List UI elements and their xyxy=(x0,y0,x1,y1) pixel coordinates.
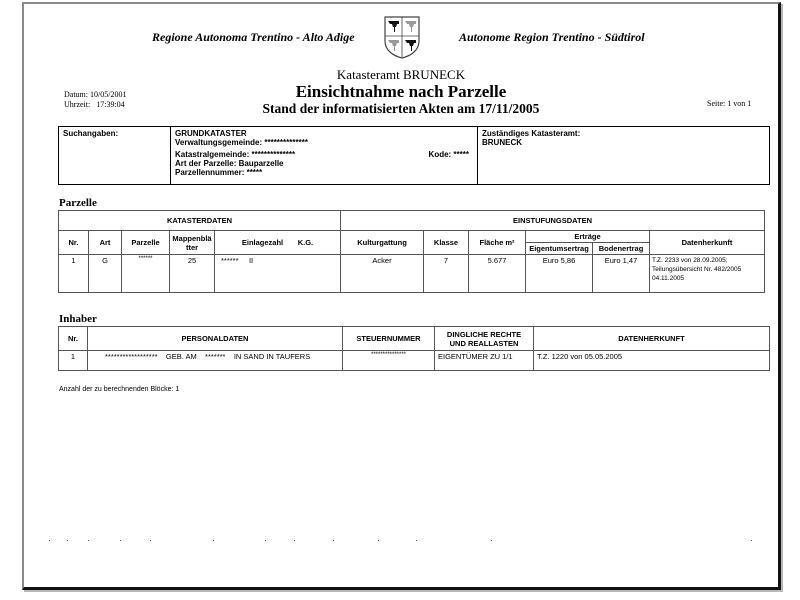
col-eigentumsertrag: Eigentumsertrag xyxy=(526,243,593,255)
parzellennummer: Parzellennummer: ***** xyxy=(175,168,263,177)
group-header-katasterdaten: KATASTERDATEN xyxy=(59,211,341,231)
art-der-parzelle: Art der Parzelle: Bauparzelle xyxy=(175,159,284,168)
uhrzeit-value: 17:39:04 xyxy=(96,100,125,109)
guide-dot xyxy=(333,540,334,541)
inhaber-table xyxy=(58,326,770,371)
cell-nr: 1 xyxy=(59,351,88,371)
parzelle-section-title: Parzelle xyxy=(59,197,97,209)
guide-dot xyxy=(67,540,68,541)
cell-kg: II xyxy=(248,256,254,265)
cell-nr: 1 xyxy=(59,255,89,293)
guide-dot xyxy=(416,540,417,541)
office-cell xyxy=(478,127,770,185)
guide-dot xyxy=(751,540,752,541)
cell-klasse: 7 xyxy=(424,255,469,293)
coat-of-arms-icon xyxy=(383,15,421,59)
col-einlagezahl-kg xyxy=(215,231,341,255)
office-label: Zuständiges Katasteramt: xyxy=(482,129,581,138)
cell-datenherkunft: T.Z. 1220 von 05.05.2005 xyxy=(534,351,770,371)
guide-dot xyxy=(265,540,266,541)
cell-steuernummer: *************** xyxy=(343,351,435,371)
col-bodenertrag: Bodenertrag xyxy=(593,243,650,255)
region-name-italian: Regione Autonoma Trentino - Alto Adige xyxy=(152,30,355,44)
col-kg: K.G. xyxy=(297,238,314,247)
office-name: Katasteramt BRUNECK xyxy=(336,67,466,82)
cell-flaeche: 5.677 xyxy=(469,255,526,293)
col-personaldaten: PERSONALDATEN xyxy=(88,327,343,351)
guide-dot xyxy=(378,540,379,541)
page-title: Einsichtnahme nach Parzelle xyxy=(295,82,507,101)
kode: Kode: ***** xyxy=(428,150,469,159)
guide-dot xyxy=(88,540,89,541)
document-page xyxy=(22,2,781,590)
block-count: Anzahl der zu berechnenden Blöcke: 1 xyxy=(59,386,180,393)
cell-einlagezahl-kg xyxy=(215,255,341,293)
group-header-ertraege: Erträge xyxy=(526,231,650,243)
date-time-block xyxy=(64,90,126,110)
col-datenherkunft: Datenherkunft xyxy=(650,231,765,255)
col-parzelle: Parzelle xyxy=(122,231,170,255)
cell-bodenertrag: Euro 1,47 xyxy=(593,255,650,293)
group-header-einstufungsdaten: EINSTUFUNGSDATEN xyxy=(341,211,765,231)
cell-einlagezahl: ****** xyxy=(221,256,239,265)
katastralgemeinde: Katastralgemeinde: ************** xyxy=(175,150,296,159)
col-datenherkunft: DATENHERKUNFT xyxy=(534,327,770,351)
page-number: Seite: 1 von 1 xyxy=(707,99,752,108)
dotted-guide-line xyxy=(24,540,778,544)
col-steuernummer: STEUERNUMMER xyxy=(343,327,435,351)
search-label: Suchangaben: xyxy=(59,127,171,185)
region-name-german: Autonome Region Trentino - Südtirol xyxy=(459,30,645,44)
office-value: BRUNECK xyxy=(482,138,522,147)
col-nr: Nr. xyxy=(59,327,88,351)
col-kulturgattung: Kulturgattung xyxy=(341,231,424,255)
cell-art: G xyxy=(89,255,122,293)
col-nr: Nr. xyxy=(59,231,89,255)
col-rechte: DINGLICHE RECHTE UND REALLASTEN xyxy=(435,327,534,351)
cell-datenherkunft: T.Z. 2233 von 28.09.2005; Teilungsübersicht Nr. 482/2005 04.11.2005 xyxy=(650,255,765,293)
cell-eigentumsertrag: Euro 5,86 xyxy=(526,255,593,293)
col-mappenblatt: Mappenblä tter xyxy=(170,231,215,255)
search-type: GRUNDKATASTER xyxy=(175,129,247,138)
cell-personaldaten: ****************** GEB. AM ******* IN SAND IN TAUFERS xyxy=(88,351,343,371)
page-subtitle: Stand der informatisierten Akten am 17/11/2005 xyxy=(262,101,540,116)
col-klasse: Klasse xyxy=(424,231,469,255)
datum-value: 10/05/2001 xyxy=(90,90,127,99)
table-row xyxy=(59,351,770,371)
uhrzeit-label: Uhrzeit: xyxy=(64,100,91,109)
guide-dot xyxy=(294,540,295,541)
col-flaeche: Fläche m² xyxy=(469,231,526,255)
guide-dot xyxy=(491,540,492,541)
guide-dot xyxy=(150,540,151,541)
col-einlagezahl: Einlagezahl xyxy=(241,238,284,247)
guide-dot xyxy=(213,540,214,541)
guide-dot xyxy=(120,540,121,541)
cell-kulturgattung: Acker xyxy=(341,255,424,293)
table-row xyxy=(59,255,765,293)
search-criteria-box xyxy=(58,126,770,185)
col-art: Art xyxy=(89,231,122,255)
search-details xyxy=(171,127,478,185)
inhaber-section-title: Inhaber xyxy=(59,313,97,325)
verwaltungsgemeinde: Verwaltungsgemeinde: ************** xyxy=(175,138,308,147)
datum-label: Datum: xyxy=(64,90,88,99)
cell-rechte: EIGENTÜMER ZU 1/1 xyxy=(435,351,534,371)
cell-parzelle: ****** xyxy=(122,255,170,293)
cell-mappenblatt: 25 xyxy=(170,255,215,293)
guide-dot xyxy=(49,540,50,541)
parzelle-table xyxy=(58,210,765,293)
